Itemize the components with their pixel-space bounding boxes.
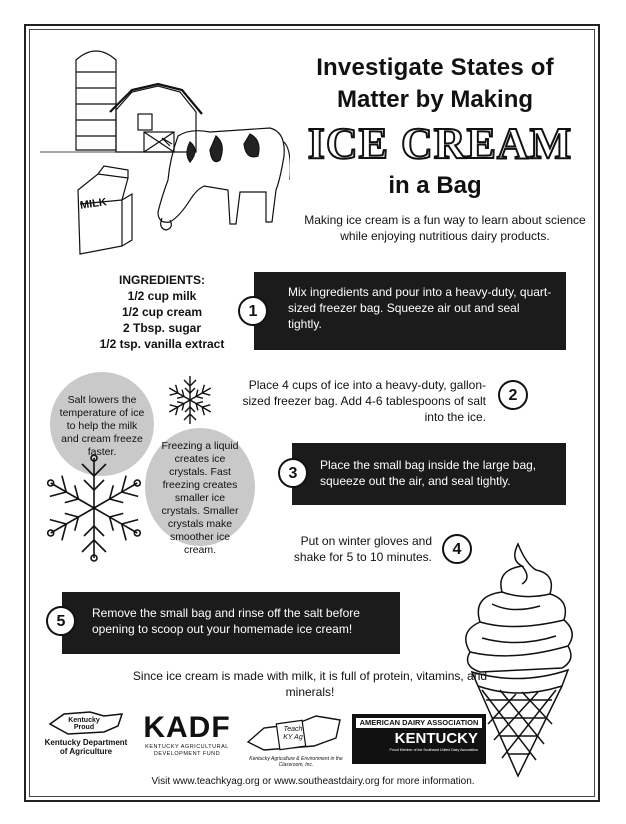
step-1-text: Mix ingredients and pour into a heavy-duty, quart-sized freezer bag. Squeeze air out and seal tightly. bbox=[288, 285, 552, 331]
freezing-fact-bubble bbox=[145, 428, 255, 556]
ada-line-1: AMERICAN DAIRY ASSOCIATION bbox=[356, 718, 482, 728]
snowflake-icon bbox=[162, 372, 218, 428]
step-1-box bbox=[254, 272, 566, 350]
freezing-fact-text: Freezing a liquid creates ice crystals. Fast freezing creates smaller ice crystals. Smaller crystals make smoother ice cream. bbox=[161, 440, 239, 556]
ada-kentucky-logo bbox=[352, 714, 486, 764]
ingredient-item: 2 Tbsp. sugar bbox=[122, 321, 202, 335]
ada-line-2: KENTUCKY bbox=[394, 730, 478, 747]
farm-illustration bbox=[40, 40, 290, 260]
step-2-number: 2 bbox=[498, 380, 528, 410]
title-line-3: in a Bag bbox=[388, 172, 482, 199]
ingredients-list bbox=[62, 272, 262, 352]
step-5-number: 5 bbox=[46, 606, 76, 636]
kadf-name: KENTUCKY AGRICULTURAL DEVELOPMENT FUND bbox=[145, 744, 229, 757]
step-3-text: Place the small bag inside the large bag, squeeze out the air, and seal tightly. bbox=[320, 458, 537, 488]
step-3-number: 3 bbox=[278, 458, 308, 488]
step-4-text: Put on winter gloves and shake for 5 to 10 minutes. bbox=[293, 534, 432, 564]
milk-carton-label: MILK bbox=[79, 196, 108, 212]
kda-badge: Kentucky Proud bbox=[68, 717, 100, 731]
salt-fact-text: Salt lowers the temperature of ice to help the milk and cream freeze faster. bbox=[59, 394, 145, 458]
teach-ky-ag-logo bbox=[244, 708, 348, 772]
title-line-1: Investigate States of bbox=[316, 54, 554, 81]
kadf-logo bbox=[134, 712, 240, 768]
kadf-mark: KADF bbox=[143, 711, 231, 744]
intro-text: Making ice cream is a fun way to learn about science while enjoying nutritious dairy products. bbox=[304, 213, 586, 243]
ingredient-item: 1/2 tsp. vanilla extract bbox=[99, 337, 225, 351]
closing-note: Since ice cream is made with milk, it is full of protein, vitamins, and minerals! bbox=[132, 669, 488, 699]
teach-mark: Teach KY Ag bbox=[283, 726, 303, 741]
title-line-2: Matter by Making bbox=[336, 86, 534, 113]
step-5-box bbox=[62, 592, 400, 654]
step-1-number: 1 bbox=[238, 296, 268, 326]
ice-cream-heading bbox=[290, 118, 590, 168]
step-2-text: Place 4 cups of ice into a heavy-duty, gallon-sized freezer bag. Add 4-6 tablespoons of salt into the ice. bbox=[242, 378, 486, 424]
teach-name: Kentucky Agriculture & Environment in the Classroom, Inc. bbox=[249, 756, 343, 768]
visit-info: Visit www.teachkyag.org or www.southeastdairy.org for more information. bbox=[151, 776, 475, 787]
step-5-text: Remove the small bag and rinse off the salt before opening to scoop out your homemade ice cream! bbox=[92, 606, 360, 636]
ada-sub: Proud Member of the Southeast United Dairy Association bbox=[389, 748, 478, 752]
step-3-box bbox=[292, 443, 566, 505]
ice-cream-word: ICE CREAM bbox=[307, 119, 573, 168]
ingredients-heading: INGREDIENTS: bbox=[118, 273, 205, 287]
large-snowflake-icon bbox=[38, 452, 150, 564]
kda-name: Kentucky Department of Agriculture bbox=[44, 738, 128, 756]
ingredient-item: 1/2 cup milk bbox=[127, 289, 197, 303]
step-4-number: 4 bbox=[442, 534, 472, 564]
ingredient-item: 1/2 cup cream bbox=[121, 305, 203, 319]
kda-logo bbox=[44, 708, 128, 770]
